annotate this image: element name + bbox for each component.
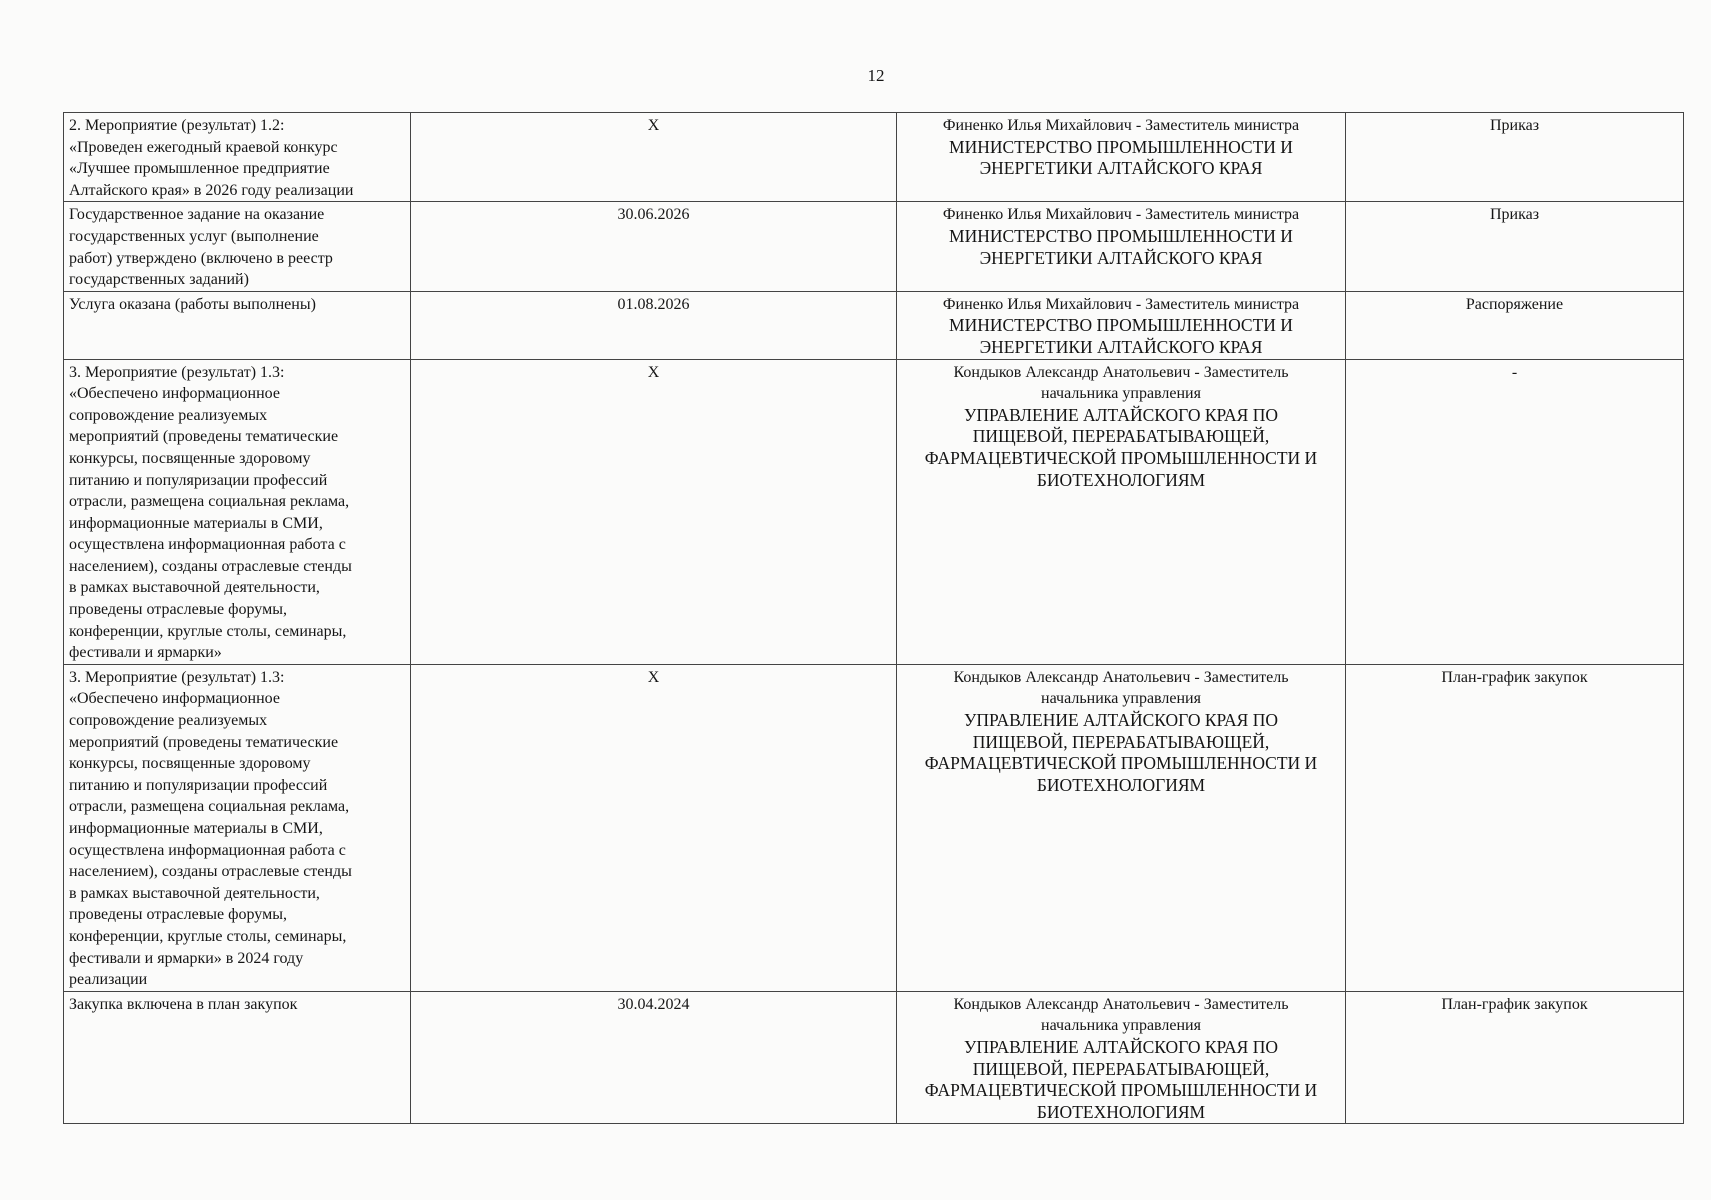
activity-line: питанию и популяризации профессий bbox=[69, 776, 328, 794]
activity-line: отрасли, размещена социальная реклама, bbox=[69, 798, 350, 816]
plan-table bbox=[63, 112, 1684, 1124]
table-row bbox=[64, 991, 1684, 1124]
activity-line: Алтайского края» в 2026 году реализации bbox=[69, 181, 354, 199]
responsible-org: УПРАВЛЕНИЕ АЛТАЙСКОГО КРАЯ ПО bbox=[963, 404, 1279, 425]
activity-line: сопровождение реализуемых bbox=[69, 712, 268, 730]
date-cell bbox=[411, 291, 897, 359]
activity-line: проведены отраслевые форумы, bbox=[69, 906, 287, 924]
activity-line: конференции, круглые столы, семинары, bbox=[69, 622, 347, 640]
document-type: План-график закупок bbox=[1441, 995, 1588, 1013]
responsible-org: МИНИСТЕРСТВО ПРОМЫШЛЕННОСТИ И bbox=[949, 225, 1293, 246]
activity-line: Закупка включена в план закупок bbox=[69, 995, 298, 1013]
responsible-org: УПРАВЛЕНИЕ АЛТАЙСКОГО КРАЯ ПО bbox=[963, 710, 1279, 731]
date-value: X bbox=[647, 117, 660, 134]
responsible-org: БИОТЕХНОЛОГИЯМ bbox=[1036, 1101, 1206, 1122]
activity-cell bbox=[64, 291, 411, 359]
document-cell bbox=[1346, 291, 1684, 359]
activity-line: конкурсы, посвященные здоровому bbox=[69, 449, 311, 467]
activity-line: питанию и популяризации профессий bbox=[69, 471, 328, 489]
activity-cell bbox=[64, 991, 411, 1124]
date-cell bbox=[411, 991, 897, 1124]
activity-line: населением), созданы отраслевые стенды bbox=[69, 863, 352, 881]
document-type: Приказ bbox=[1489, 206, 1540, 224]
activity-line: осуществлена информационная работа с bbox=[69, 536, 346, 554]
activity-line: мероприятий (проведены тематические bbox=[69, 428, 339, 446]
activity-cell bbox=[64, 202, 411, 291]
table-row bbox=[64, 291, 1684, 359]
responsible-org: ЭНЕРГЕТИКИ АЛТАЙСКОГО КРАЯ bbox=[979, 158, 1263, 179]
responsible-org: ФАРМАЦЕВТИЧЕСКОЙ ПРОМЫШЛЕННОСТИ И bbox=[924, 447, 1318, 468]
document-type: Приказ bbox=[1489, 117, 1540, 134]
responsible-org: ПИЩЕВОЙ, ПЕРЕРАБАТЫВАЮЩЕЙ, bbox=[972, 426, 1270, 447]
activity-cell bbox=[64, 664, 411, 991]
plan-table-body bbox=[64, 113, 1684, 1124]
responsible-org: МИНИСТЕРСТВО ПРОМЫШЛЕННОСТИ И bbox=[949, 136, 1293, 157]
activity-line: информационные материалы в СМИ, bbox=[69, 820, 323, 837]
responsible-cell bbox=[897, 113, 1346, 202]
page-number: 12 bbox=[867, 66, 885, 85]
activity-line: конференции, круглые столы, семинары, bbox=[69, 927, 347, 945]
responsible-org: ФАРМАЦЕВТИЧЕСКОЙ ПРОМЫШЛЕННОСТИ И bbox=[924, 1080, 1318, 1101]
responsible-position: начальника управления bbox=[1041, 690, 1201, 708]
activity-line: 2. Мероприятие (результат) 1.2: bbox=[69, 117, 285, 134]
table-row bbox=[64, 664, 1684, 991]
activity-line: в рамках выставочной деятельности, bbox=[69, 579, 320, 597]
document-type: План-график закупок bbox=[1441, 668, 1588, 686]
document-cell bbox=[1346, 991, 1684, 1124]
activity-line: «Обеспечено информационное bbox=[69, 690, 280, 708]
responsible-person: Финенко Илья Михайлович - Заместитель министра bbox=[942, 117, 1300, 134]
activity-line: осуществлена информационная работа с bbox=[69, 841, 346, 859]
document-cell bbox=[1346, 664, 1684, 991]
responsible-person: Кондыков Александр Анатольевич - Заместитель bbox=[953, 668, 1289, 686]
activity-line: информационные материалы в СМИ, bbox=[69, 514, 323, 532]
activity-line: населением), созданы отраслевые стенды bbox=[69, 557, 352, 575]
activity-line: государственных заданий) bbox=[69, 271, 249, 289]
activity-line: в рамках выставочной деятельности, bbox=[69, 884, 320, 902]
activity-line: фестивали и ярмарки» bbox=[69, 644, 222, 662]
responsible-person: Кондыков Александр Анатольевич - Заместитель bbox=[953, 363, 1289, 381]
date-value: X bbox=[647, 668, 660, 686]
responsible-position: начальника управления bbox=[1041, 1017, 1201, 1035]
activity-line: 3. Мероприятие (результат) 1.3: bbox=[69, 668, 285, 686]
responsible-person: Кондыков Александр Анатольевич - Заместитель bbox=[953, 995, 1289, 1013]
document-cell bbox=[1346, 202, 1684, 291]
responsible-org: ПИЩЕВОЙ, ПЕРЕРАБАТЫВАЮЩЕЙ, bbox=[972, 1058, 1270, 1079]
date-cell bbox=[411, 664, 897, 991]
activity-cell bbox=[64, 359, 411, 664]
document-cell bbox=[1346, 113, 1684, 202]
responsible-org: МИНИСТЕРСТВО ПРОМЫШЛЕННОСТИ И bbox=[949, 315, 1293, 336]
activity-line: мероприятий (проведены тематические bbox=[69, 733, 339, 751]
responsible-org: ФАРМАЦЕВТИЧЕСКОЙ ПРОМЫШЛЕННОСТИ И bbox=[924, 753, 1318, 774]
date-value: 30.04.2024 bbox=[617, 995, 690, 1013]
activity-line: 3. Мероприятие (результат) 1.3: bbox=[69, 363, 285, 381]
responsible-org: УПРАВЛЕНИЕ АЛТАЙСКОГО КРАЯ ПО bbox=[963, 1036, 1279, 1057]
table-row bbox=[64, 202, 1684, 291]
activity-line: Государственное задание на оказание bbox=[69, 206, 325, 224]
responsible-cell bbox=[897, 991, 1346, 1124]
responsible-person: Финенко Илья Михайлович - Заместитель министра bbox=[942, 206, 1300, 224]
responsible-cell bbox=[897, 359, 1346, 664]
document-type: Распоряжение bbox=[1465, 295, 1564, 313]
activity-line: «Обеспечено информационное bbox=[69, 385, 280, 403]
activity-line: сопровождение реализуемых bbox=[69, 406, 268, 424]
date-cell bbox=[411, 359, 897, 664]
date-value: 30.06.2026 bbox=[617, 206, 690, 224]
table-row bbox=[64, 113, 1684, 202]
activity-line: фестивали и ярмарки» в 2024 году bbox=[69, 949, 304, 967]
responsible-cell bbox=[897, 291, 1346, 359]
table-row bbox=[64, 359, 1684, 664]
date-cell bbox=[411, 202, 897, 291]
date-value: 01.08.2026 bbox=[617, 295, 690, 313]
responsible-cell bbox=[897, 664, 1346, 991]
responsible-org: ЭНЕРГЕТИКИ АЛТАЙСКОГО КРАЯ bbox=[979, 247, 1263, 268]
date-cell bbox=[411, 113, 897, 202]
responsible-person: Финенко Илья Михайлович - Заместитель министра bbox=[942, 295, 1300, 313]
date-value: X bbox=[647, 363, 660, 381]
activity-line: отрасли, размещена социальная реклама, bbox=[69, 493, 350, 511]
activity-line: государственных услуг (выполнение bbox=[69, 227, 319, 245]
document-cell bbox=[1346, 359, 1684, 664]
document-type: - bbox=[1511, 363, 1518, 381]
activity-line: конкурсы, посвященные здоровому bbox=[69, 755, 311, 773]
activity-cell bbox=[64, 113, 411, 202]
activity-line: реализации bbox=[69, 971, 148, 989]
responsible-org: БИОТЕХНОЛОГИЯМ bbox=[1036, 774, 1206, 795]
responsible-org: ЭНЕРГЕТИКИ АЛТАЙСКОГО КРАЯ bbox=[979, 336, 1263, 357]
responsible-org: БИОТЕХНОЛОГИЯМ bbox=[1036, 469, 1206, 490]
activity-line: «Проведен ежегодный краевой конкурс bbox=[69, 138, 338, 156]
responsible-cell bbox=[897, 202, 1346, 291]
activity-line: «Лучшее промышленное предприятие bbox=[69, 160, 330, 178]
responsible-org: ПИЩЕВОЙ, ПЕРЕРАБАТЫВАЮЩЕЙ, bbox=[972, 731, 1270, 752]
activity-line: Услуга оказана (работы выполнены) bbox=[69, 295, 316, 313]
activity-line: проведены отраслевые форумы, bbox=[69, 601, 287, 619]
activity-line: работ) утверждено (включено в реестр bbox=[69, 249, 333, 267]
responsible-position: начальника управления bbox=[1041, 385, 1201, 403]
